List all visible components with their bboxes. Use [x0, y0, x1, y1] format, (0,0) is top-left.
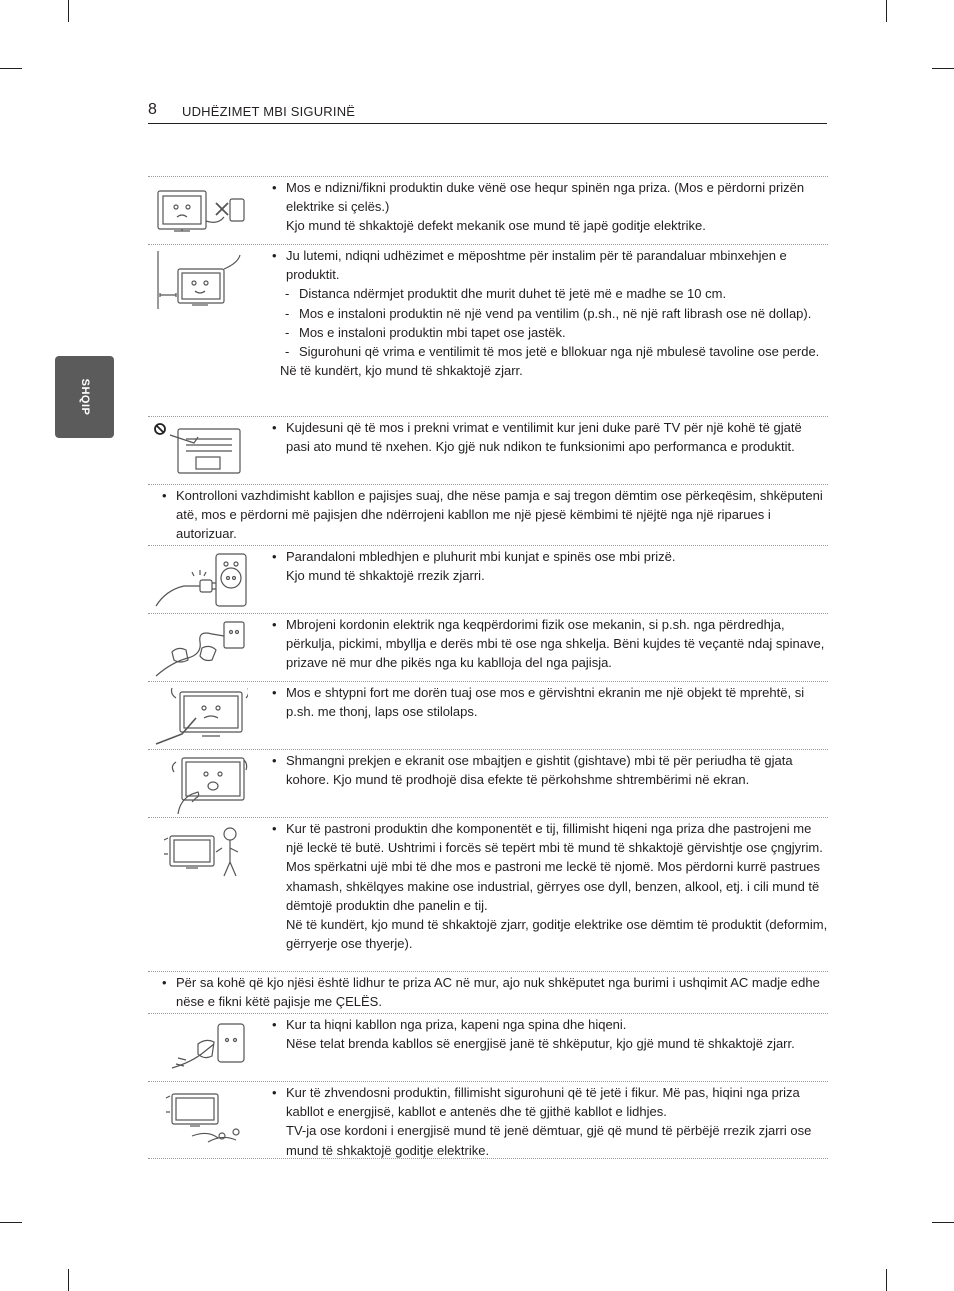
instruction-text: Në të kundërt, kjo mund të shkaktojë zjarr, goditje elektrike ose dëmtim të produktit (deformim, gërryerje ose thyerje). [286, 917, 828, 952]
plug-grip-icon [152, 1018, 248, 1078]
instruction-text: • Kontrolloni vazhdimisht kabllon e pajisjes suaj, dhe nëse pamja e saj tregon dëmtim ose përkeqësim, shkëputeni atë, mos e përdorni më pajisjen dhe ndërrojeni kabllon me një pjesë këmbimi të njëjtë nga një riparues i autorizuar. [176, 488, 823, 542]
instruction-text: • Për sa kohë që kjo njësi është lidhur te priza AC në mur, ajo nuk shkëputet nga burimi i ushqimit AC madje edhe nëse e fikni këtë pajisje me ÇELËS. [176, 975, 820, 1010]
section-title: UDHËZIMET MBI SIGURINË [182, 104, 356, 119]
tv-wall-distance-icon [152, 249, 248, 315]
instruction-text: • Mos e ndizni/fikni produktin duke vënë ose hequr spinën nga priza. (Mos e përdorni prizën elektrike si çelës.) [286, 180, 805, 215]
page-number: 8 [148, 101, 157, 118]
bullet-item [162, 973, 828, 1011]
bullet-item [272, 547, 828, 585]
bullet-item [162, 486, 828, 544]
instruction-text: • Kujdesuni që të mos i prekni vrimat e ventilimit kur jeni duke parë TV për një kohë të gjatë pasi ato mund të nxehen. Kjo gjë nuk ndikon te funksionimi apo performanca e produktit. [286, 420, 802, 455]
dusty-plug-socket-icon [152, 550, 248, 610]
safety-instructions [148, 176, 828, 1159]
bullet-item [272, 819, 828, 953]
instruction-text: • Kur të zhvendosni produktin, fillimisht sigurohuni që të jetë i fikur. Më pas, hiqini nga priza kabllot e energjisë, kabllot e antenës dhe të gjithë kabllot e lidhjes. [286, 1085, 800, 1120]
bullet-item [272, 751, 828, 789]
dash-item: - Mos e instaloni produktin në një vend pa ventilim (p.sh., në një raft librash ose në dollap). [272, 304, 828, 323]
safety-row [148, 176, 828, 244]
instruction-text: • Shmangni prekjen e ekranit ose mbajtjen e gishtit (gishtave) mbi të për periudha të gjata kohore. Kjo mund të prodhojë disa efekte të përkohshme shtrembërimi në ekran. [286, 753, 793, 788]
tv-screen-scratch-icon [152, 686, 248, 746]
crop-mark [886, 0, 887, 22]
safety-row [148, 613, 828, 681]
crop-mark [68, 0, 69, 22]
crop-mark [932, 1222, 954, 1223]
instruction-text: TV-ja ose kordoni i energjisë mund të jenë dëmtuar, gjë që mund të përbëjë rrezik zjarri ose mund të shkaktojë goditje elektrike. [286, 1123, 812, 1158]
safety-row [148, 817, 828, 971]
safety-row [148, 1013, 828, 1081]
dash-item: - Sigurohuni që vrima e ventilimit të mos jetë e bllokuar nga një mbulesë tavoline ose perde. [272, 342, 828, 361]
tv-finger-touch-icon [152, 754, 248, 814]
crop-mark [0, 1222, 22, 1223]
tv-disconnect-cables-icon [152, 1086, 248, 1146]
bullet-item [272, 178, 828, 236]
instruction-text: Nëse telat brenda kabllos së energjisë janë të shkëputur, kjo gjë mund të shkaktojë zjarr. [286, 1036, 795, 1052]
bullet-item [272, 418, 828, 456]
bullet-item [272, 246, 828, 284]
instruction-text: • Kur ta hiqni kabllon nga priza, kapeni nga spina dhe hiqeni. [286, 1017, 627, 1032]
language-tab [55, 356, 114, 438]
tv-unplug-cord-icon [152, 181, 248, 241]
safety-row [148, 1081, 828, 1159]
crop-mark [0, 68, 22, 69]
tv-cleaning-person-icon [152, 822, 248, 882]
instruction-text: • Parandaloni mbledhjen e pluhurit mbi kunjat e spinës ose mbi prizë. [286, 549, 676, 564]
safety-row [148, 749, 828, 817]
bullet-item [272, 1015, 828, 1053]
page-header [148, 101, 827, 124]
dash-item: - Mos e instaloni produktin mbi tapet ose jastëk. [272, 323, 828, 342]
instruction-text: Kjo mund të shkaktojë defekt mekanik ose mund të japë goditje elektrike. [286, 218, 706, 234]
instruction-warning: Në të kundërt, kjo mund të shkaktojë zjarr. [280, 363, 523, 379]
bullet-item [272, 615, 828, 673]
bullet-item [272, 683, 828, 721]
safety-row [148, 545, 828, 613]
safety-row [148, 416, 828, 484]
safety-row [148, 971, 828, 1013]
crop-mark [68, 1269, 69, 1291]
instruction-text: • Ju lutemi, ndiqni udhëzimet e mëposhtme për instalim për të parandaluar mbinxehjen e produktit. [286, 248, 787, 283]
bent-cord-hands-icon [152, 618, 248, 678]
bullet-item [272, 1083, 828, 1160]
crop-mark [932, 68, 954, 69]
safety-row [148, 244, 828, 416]
safety-row [148, 681, 828, 749]
crop-mark [886, 1269, 887, 1291]
instruction-text: • Mbrojeni kordonin elektrik nga keqpërdorimi fizik ose mekanin, si p.sh. nga përdredhja, përkulja, pickimi, mbyllja e derës mbi të ose nga shkelja. Bëni kujdes të veçantë ndaj spinave, prizave në mur dhe pikës nga ku kablloja del nga pajisja. [286, 617, 825, 671]
instruction-text: • Kur të pastroni produktin dhe komponentët e tij, fillimisht hiqeni nga priza dhe pastrojeni me një leckë të butë. Ushtrimi i forcës së tepërt mbi të mund të shkaktojë gërvishtje ose çngjyrim. Mos spërkatni ujë mbi të dhe mos e pastroni me leckë të njomë. Mos përdorni kurrë pastrues xhamash, shkëlqyes makine ose industrial, gërryes ose dyll, benzen, alkool, etj. i cili mund të dëmtojë produktin dhe panelin e tij. [286, 821, 823, 913]
language-tab-label: SHQIP [78, 378, 91, 416]
instruction-text: Kjo mund të shkaktojë rrezik zjarri. [286, 568, 485, 584]
safety-row [148, 484, 828, 545]
instruction-text: • Mos e shtypni fort me dorën tuaj ose mos e gërvishtni ekranin me një objekt të mprehtë, si p.sh. me thonj, laps ose stilolaps. [286, 685, 805, 720]
dash-item: - Distanca ndërmjet produktit dhe murit duhet të jetë më e madhe se 10 cm. [272, 284, 828, 303]
tv-vent-no-touch-icon [152, 421, 248, 481]
